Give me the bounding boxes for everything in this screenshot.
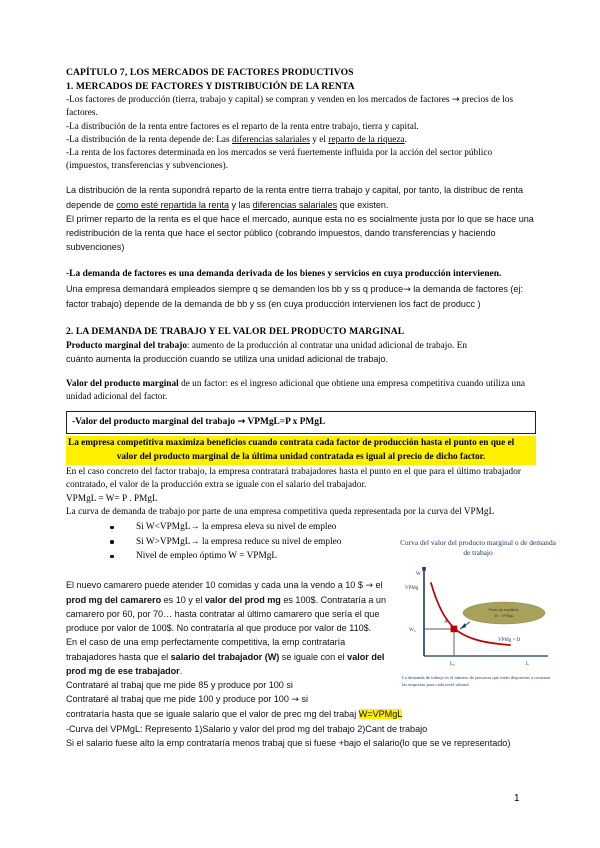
figure-plot-area [398,561,558,673]
underlined-term-como-repartida: como esté repartida la renta [116,199,230,210]
paragraph-curva-demanda: La curva de demanda de trabajo por parte de una empresa competitiva queda representada por la curva del VPMgL [66,505,495,516]
equilibrium-point-marker [451,626,458,633]
chart-svg [398,561,558,673]
figure-title: Curva del valor del producto marginal o de demanda de trabajo [400,538,556,557]
bullet-dot-icon [110,526,114,530]
paragraph-curva-vpmgl-represento: -Curva del VPMgL: Represento 1)Salario y valor del prod mg del trabajo 2)Cant de trabajo [66,723,428,734]
underlined-term-diferencias-salariales-2: diferencias salariales [252,199,338,210]
text-segment: El nuevo camarero puede atender 10 comidas y cada una la vendo a 10 $ [66,579,366,590]
arrow-glyph: → [237,416,246,428]
text-segment: la demanda de factores (ej: factor trabajo) depende de la demanda de bb y ss (en cuya producción intervienen los fact de producc ) [66,283,523,309]
page-number: 1 [514,793,520,804]
arrow-glyph: → [291,695,299,706]
bullet-dot-icon [110,555,114,559]
section-2-heading: 2. LA DEMANDA DE TRABAJO Y EL VALOR DEL PRODUCTO MARGINAL [66,326,405,338]
bullet-dot-icon [110,540,114,544]
text-segment: se iguale con el [279,651,348,662]
text-segment: es 100$. Contrataría a un camarero por 60, por 70… hasta contratar al último camarero que sería el que produce por valor de 100$. No contrataría al que produce por valor de 110$. [66,594,386,634]
underlined-term-diferencias-salariales: diferencias salariales [232,133,310,144]
paragraph-factores-produccion [66,93,536,119]
highlighted-formula-w-vpmgl: W=VPMgL [358,709,403,720]
paragraph-distribucion-depende [66,133,536,146]
curve-label-vpmg-d: VPMg = D [498,638,521,644]
paragraph-producto-marginal [66,339,536,352]
text-segment: La distribución de la renta supondrá reparto de la renta entre tierra trabajo y capital, por tanto, la distribuc de renta depende de [66,185,524,210]
y-axis-cap [422,567,426,571]
paragraph-ejemplo-camarero [66,578,390,636]
text-segment: -Los factores de producción (tierra, trabajo y capital) se compran y venden en los mercados de factores [66,94,452,105]
paragraph-demanda-derivada: -La demanda de factores es una demanda derivada de los bienes y servicios en cuya producción intervienen. [66,269,502,280]
note-producto-marginal: cuánto aumenta la producción cuando se utiliza una unidad adicional de trabajo. [66,353,388,364]
text-segment: En el caso de una emp perfectamente competitiva, la emp contrataría trabajadores hasta que el [66,637,346,662]
y-axis-label: W [416,572,421,578]
left-text-column [66,578,390,678]
term-salario-trabajador: salario del trabajador (W) [170,651,280,662]
callout-arrow-icon [460,623,466,629]
callout-line-2: W = VPMgL [494,614,514,619]
underlined-term-reparto-riqueza: reparto de la riqueza [328,133,405,144]
highlight-line-1: La empresa competitiva maximiza beneficios cuando contrata cada factor de producción hasta el punto en que el [68,438,515,449]
text-segment: . [179,665,183,676]
y-tick-w0: W₀ [409,628,416,634]
text-segment: : aumento de la producción al contratar una unidad adicional de trabajo. En [186,339,468,350]
note-distribucion-renta [66,183,536,211]
term-prod-mg-camarero: prod mg del camarero [66,594,162,605]
paragraph-distribucion-renta: -La distribución de la renta entre factores es el reparto de la renta entre trabajo, tierra y capital. [66,120,419,131]
text-segment: el [373,579,383,590]
chapter-heading: CAPÍTULO 7, LOS MERCADOS DE FACTORES PRODUCTIVOS [66,67,354,78]
text-segment: que existen. [337,199,389,210]
term-valor-prod-mg-trabajador: valor del prod mg de ese trabajador [66,651,385,676]
text-segment: y las [229,199,253,210]
term-valor-prod-mg: valor del prod mg [204,594,281,605]
x-axis-label: L [526,662,530,668]
paragraph-contratare-85: Contrataré al trabaj que me pide 85 y produce por 100 si [66,679,293,690]
text-segment: de un factor: es el ingreso adicional que obtiene una empresa competitiva cuando utiliza una unidad adicional del factor. [66,378,525,402]
callout-line-1: Punto de equilibrio: [488,608,520,613]
note-demanda-empleados [66,282,536,311]
point-label-a: A [444,620,448,626]
highlight-line-2: valor del producto marginal de la última unidad contratada es igual al precio de dicho factor. [116,451,486,462]
term-producto-marginal: Producto marginal del trabajo [66,339,187,350]
callout-ellipse [463,602,545,624]
text-segment: precios de los factores. [66,94,514,118]
text-segment: contrataría hasta que se iguale salario que el valor de prec mg del trabaj [66,709,359,720]
list-item [110,520,536,535]
text-segment: . [404,133,407,144]
text-segment: Contrataré al trabaj que me pide 100 y produce por 100 [66,694,292,705]
text-segment: Una empresa demandará empleados siempre q se demanden los bb y ss q produce [66,283,404,294]
text-segment: es 10 y el [161,594,205,605]
y-tick-vpmg: VPMg [405,586,419,592]
paragraph-caso-factor-trabajo: En el caso concreto del factor trabajo, la empresa contratará trabajadores hasta el punto en el que para el último trabajador contratado, el valor de la producción extra se iguale con el salario del trabajador. [66,466,521,490]
paragraph-emp-competitiva [66,635,390,678]
paragraph-renta-sector-publico: -La renta de los factores determinada en los mercados se verá fuertemente influida por la acción del sector público (impuestos, transferencias y subvenciones). [66,147,493,171]
text-segment: y el [309,133,329,144]
term-valor-producto-marginal: Valor del producto marginal [66,378,179,389]
arrow-glyph: → [403,284,411,295]
text-segment: -La distribución de la renta depende de: Las [66,133,233,144]
paragraph-valor-producto-marginal [66,377,536,403]
formula-vpmgl-w-p-pmgl: VPMgL = W= P . PMgL [66,492,158,503]
arrow-glyph: → [451,94,460,106]
highlighted-rule-maximiza-beneficios [66,436,536,465]
note-primer-reparto: El primer reparto de la renta es el que hace el mercado, aunque esta no es socialmente justa por lo que se hace una redistribución de la renta que hace el sector público (cobrando impuestos, dando transferencias y haciendo subvenciones) [66,213,534,253]
list-item-label: Si W>VPMgL→ la empresa reduce su nivel de empleo [136,536,342,547]
figure-curva-vpmgl [398,538,558,716]
figure-caption: La demanda de trabajo es el número de personas que están dispuestas a contratar las empresas para cada nivel salarial. [402,675,551,687]
text-segment: si [299,694,309,705]
x-tick-l0: L₀ [450,662,455,668]
text-segment: VPMgL=P x PMgL [245,417,326,428]
arrow-glyph: → [365,580,374,591]
list-item-label: Si W<VPMgL→ la empresa eleva su nivel de empleo [136,522,337,533]
paragraph-salario-alto: Si el salario fuese alto la emp contrataría menos trabaj que si fuese +bajo el salario(lo que se ve representado) [66,737,511,748]
text-segment: -Valor del producto marginal del trabajo [72,417,238,428]
list-item-label: Nivel de empleo óptimo W = VPMgL [136,551,278,562]
section-1-heading: 1. MERCADOS DE FACTORES Y DISTRIBUCIÓN DE LA RENTA [66,80,355,92]
formula-box-vpmgl [66,411,536,434]
